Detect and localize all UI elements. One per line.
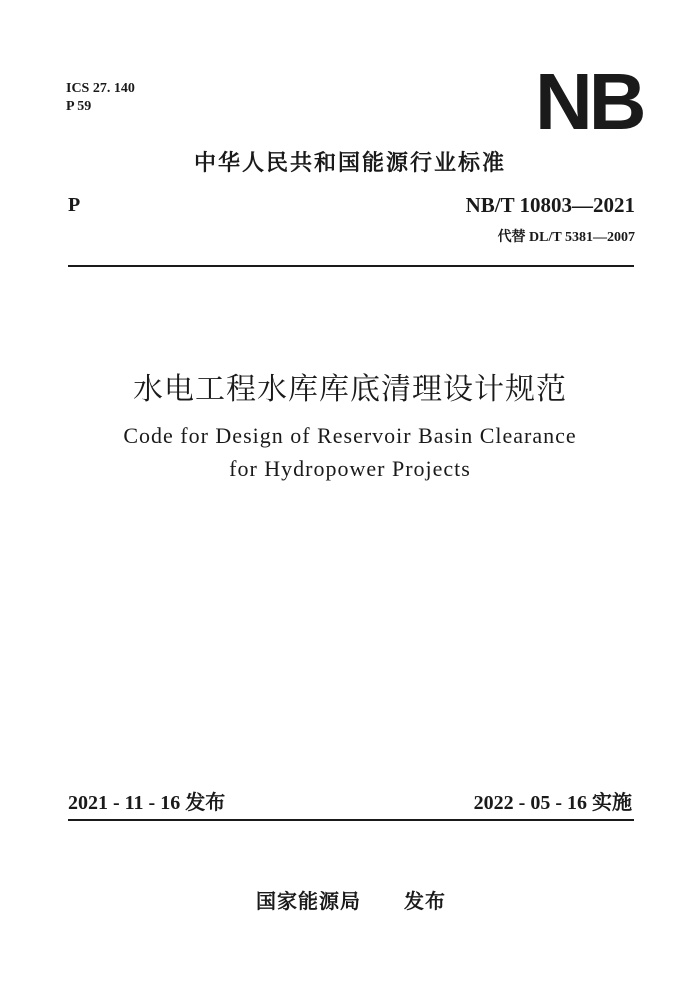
bottom-divider bbox=[68, 819, 634, 821]
nb-logo: NB bbox=[535, 57, 643, 146]
replaces-standard: 代替 DL/T 5381—2007 bbox=[497, 230, 635, 245]
ics-code-block bbox=[66, 80, 135, 116]
top-divider bbox=[68, 265, 634, 267]
standard-type-title: 中华人民共和国能源行业标准 bbox=[193, 151, 506, 176]
publish-label: 发布 bbox=[404, 889, 446, 913]
ccs-code: P 59 bbox=[66, 99, 92, 114]
document-title-english-line2: for Hydropower Projects bbox=[229, 456, 471, 481]
publisher-name: 国家能源局 bbox=[256, 889, 361, 913]
document-title-chinese: 水电工程水库库底清理设计规范 bbox=[133, 372, 567, 407]
classification-mark: P bbox=[68, 194, 81, 216]
implementation-date: 2022 - 05 - 16 实施 bbox=[473, 792, 632, 814]
document-title-english-line1: Code for Design of Reservoir Basin Clearance bbox=[123, 423, 577, 448]
standard-number: NB/T 10803—2021 bbox=[465, 193, 635, 217]
issue-date: 2021 - 11 - 16 发布 bbox=[68, 792, 226, 814]
ics-code: ICS 27. 140 bbox=[66, 81, 135, 96]
